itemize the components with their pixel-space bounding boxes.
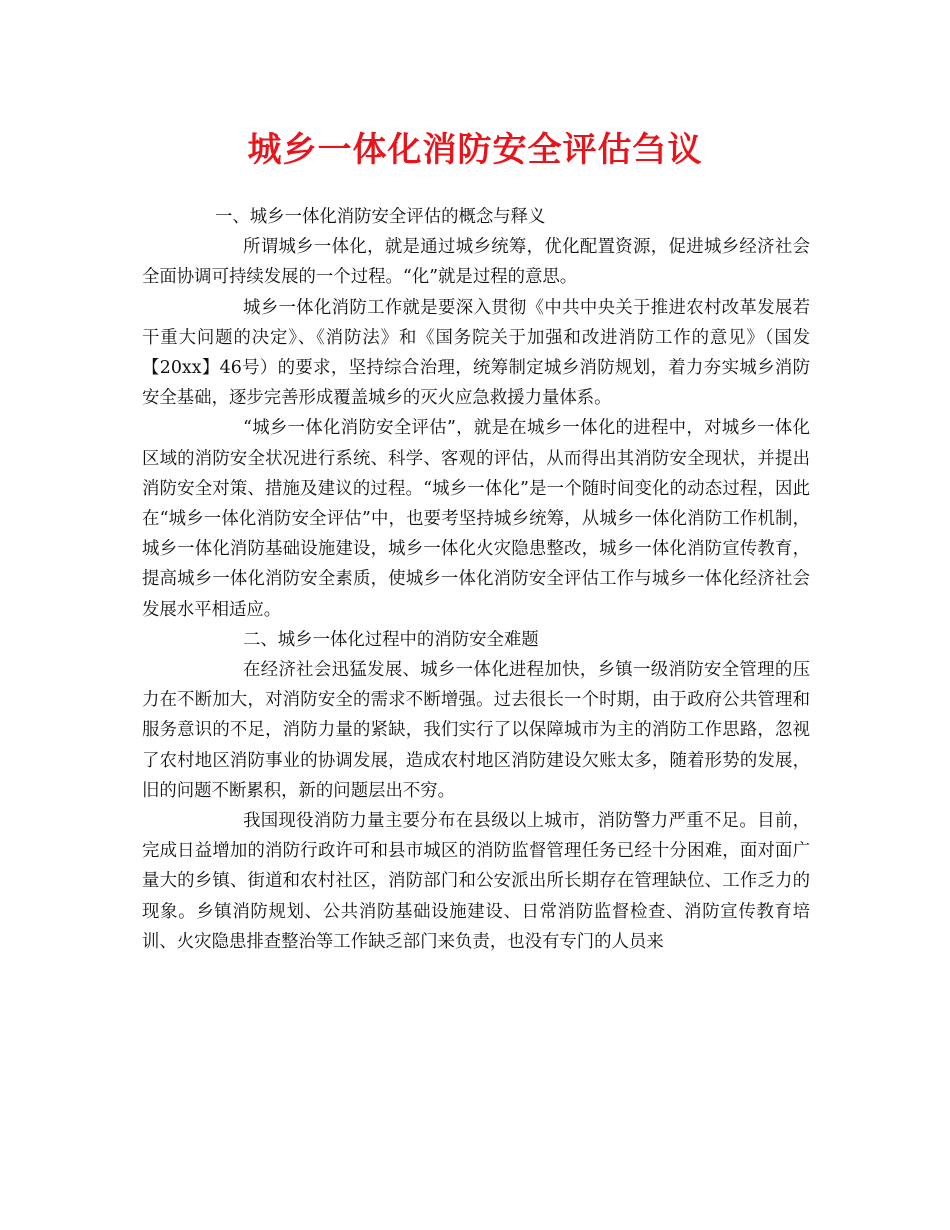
document-body xyxy=(142,202,810,957)
paragraph-4: 在经济社会迅猛发展、城乡一体化进程加快，乡镇一级消防安全管理的压力在不断加大，对消防安全的需求不断增强。过去很长一个时期，由于政府公共管理和服务意识的不足，消防力量的紧缺，我们实行了以保障城市为主的消防工作思路，忽视了农村地区消防事业的协调发展，造成农村地区消防建设欠账太多，随着形势的发展，旧的问题不断累积，新的问题层出不穷。 xyxy=(142,660,810,801)
section-heading-1: 一、城乡一体化消防安全评估的概念与释义 xyxy=(215,207,546,227)
paragraph-5: 我国现役消防力量主要分布在县级以上城市，消防警力严重不足。目前，完成日益增加的消防行政许可和县市城区的消防监督管理任务已经十分困难，面对面广量大的乡镇、街道和农村社区，消防部门和公安派出所长期存在管理缺位、工作乏力的现象。乡镇消防规划、公共消防基础设施建设、日常消防监督检查、消防宣传教育培训、火灾隐患排查整治等工作缺乏部门来负责，也没有专门的人员来 xyxy=(142,811,810,952)
paragraph-3: “城乡一体化消防安全评估”，就是在城乡一体化的进程中，对城乡一体化区域的消防安全状况进行系统、科学、客观的评估，从而得出其消防安全现状，并提出消防安全对策、措施及建议的过程。“城乡一体化”是一个随时间变化的动态过程，因此在“城乡一体化消防安全评估”中，也要考坚持城乡统筹，从城乡一体化消防工作机制，城乡一体化消防基础设施建设，城乡一体化火灾隐患整改，城乡一体化消防宣传教育，提高城乡一体化消防安全素质，使城乡一体化消防安全评估工作与城乡一体化经济社会发展水平相适应。 xyxy=(142,418,810,620)
document-title: 城乡一体化消防安全评估刍议 xyxy=(247,130,703,170)
section-heading-2: 二、城乡一体化过程中的消防安全难题 xyxy=(243,629,539,650)
paragraph-1: 所谓城乡一体化，就是通过城乡统筹，优化配置资源，促进城乡经济社会全面协调可持续发展的一个过程。“化”就是过程的意思。 xyxy=(142,237,810,288)
paragraph-2: 城乡一体化消防工作就是要深入贯彻《中共中央关于推进农村改革发展若干重大问题的决定》、《消防法》和《国务院关于加强和改进消防工作的意见》（国发【20xx】46号）的要求，坚持综合治理，统筹制定城乡消防规划，着力夯实城乡消防安全基础，逐步完善形成覆盖城乡的灭火应急救援力量体系。 xyxy=(142,297,810,409)
